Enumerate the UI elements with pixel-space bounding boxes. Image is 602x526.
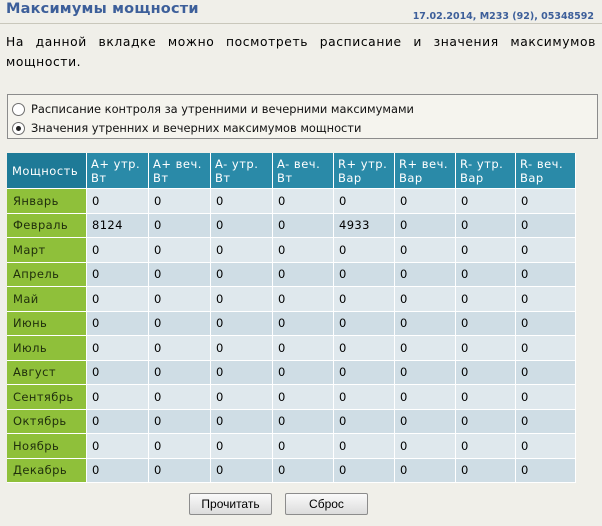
table-cell: 0 xyxy=(516,434,576,459)
column-header-unit: Вт xyxy=(215,171,231,185)
table-cell: 0 xyxy=(211,263,273,288)
table-row xyxy=(7,287,576,312)
month-label: Март xyxy=(7,238,87,263)
table-cell: 0 xyxy=(149,361,211,386)
mode-selector xyxy=(7,94,598,139)
table-cell: 0 xyxy=(395,238,456,263)
month-label: Апрель xyxy=(7,263,87,288)
table-cell: 0 xyxy=(334,385,395,410)
column-header-unit: Вар xyxy=(460,171,484,185)
table-cell: 0 xyxy=(273,410,334,435)
table-cell: 0 xyxy=(456,287,516,312)
table-cell: 0 xyxy=(87,410,149,435)
table-cell: 0 xyxy=(395,214,456,239)
table-row xyxy=(7,263,576,288)
table-cell: 0 xyxy=(516,410,576,435)
table-cell: 0 xyxy=(87,459,149,484)
column-header-unit: Вар xyxy=(399,171,423,185)
table-cell: 0 xyxy=(211,434,273,459)
table-row xyxy=(7,385,576,410)
column-header-label: R- веч. xyxy=(520,157,564,171)
table-cell: 4933 xyxy=(334,214,395,239)
table-cell: 0 xyxy=(334,287,395,312)
column-header-unit: Вар xyxy=(338,171,362,185)
table-cell: 0 xyxy=(149,189,211,214)
month-label: Февраль xyxy=(7,214,87,239)
table-cell: 0 xyxy=(334,361,395,386)
read-button[interactable]: Прочитать xyxy=(189,493,272,515)
table-cell: 0 xyxy=(395,312,456,337)
radio-values[interactable] xyxy=(12,119,361,137)
table-cell: 0 xyxy=(87,361,149,386)
table-cell: 0 xyxy=(273,361,334,386)
column-header xyxy=(273,153,334,189)
table-row xyxy=(7,214,576,239)
table-cell: 0 xyxy=(334,336,395,361)
device-info: 17.02.2014, M233 (92), 05348592 xyxy=(412,11,594,22)
table-cell: 0 xyxy=(273,238,334,263)
max-power-table-container xyxy=(7,153,576,483)
table-cell: 0 xyxy=(516,287,576,312)
table-cell: 0 xyxy=(516,263,576,288)
month-label: Июнь xyxy=(7,312,87,337)
column-header-power xyxy=(7,153,87,189)
table-cell: 0 xyxy=(273,214,334,239)
table-cell: 0 xyxy=(87,336,149,361)
table-cell: 0 xyxy=(87,238,149,263)
table-cell: 0 xyxy=(516,312,576,337)
month-label: Сентябрь xyxy=(7,385,87,410)
table-cell: 0 xyxy=(87,312,149,337)
table-row xyxy=(7,434,576,459)
table-cell: 0 xyxy=(516,459,576,484)
column-header-label: Мощность xyxy=(12,164,79,178)
month-label: Декабрь xyxy=(7,459,87,484)
month-label: Ноябрь xyxy=(7,434,87,459)
table-cell: 0 xyxy=(456,189,516,214)
table-cell: 0 xyxy=(395,434,456,459)
month-label: Август xyxy=(7,361,87,386)
table-cell: 0 xyxy=(516,361,576,386)
table-cell: 0 xyxy=(211,361,273,386)
table-cell: 0 xyxy=(149,214,211,239)
table-cell: 0 xyxy=(456,361,516,386)
column-header xyxy=(516,153,576,189)
table-cell: 0 xyxy=(273,385,334,410)
month-label: Январь xyxy=(7,189,87,214)
table-cell: 0 xyxy=(334,434,395,459)
column-header xyxy=(87,153,149,189)
header-bar xyxy=(0,0,602,24)
page-title: Максимумы мощности xyxy=(6,1,199,17)
table-cell: 0 xyxy=(273,434,334,459)
column-header-label: A- утр. xyxy=(215,157,259,171)
table-cell: 0 xyxy=(211,189,273,214)
month-label: Октябрь xyxy=(7,410,87,435)
table-cell: 0 xyxy=(334,238,395,263)
table-cell: 0 xyxy=(87,263,149,288)
table-body xyxy=(7,189,576,483)
table-cell: 0 xyxy=(149,238,211,263)
table-cell: 0 xyxy=(334,459,395,484)
table-cell: 0 xyxy=(273,189,334,214)
table-cell: 0 xyxy=(149,336,211,361)
column-header-label: A- веч. xyxy=(277,157,321,171)
column-header-unit: Вт xyxy=(91,171,107,185)
column-header xyxy=(211,153,273,189)
table-cell: 0 xyxy=(395,336,456,361)
table-cell: 0 xyxy=(211,336,273,361)
table-header-row xyxy=(7,153,576,189)
table-cell: 0 xyxy=(149,385,211,410)
table-cell: 0 xyxy=(334,312,395,337)
table-cell: 0 xyxy=(149,459,211,484)
table-cell: 0 xyxy=(395,385,456,410)
table-cell: 0 xyxy=(516,214,576,239)
table-cell: 0 xyxy=(516,385,576,410)
table-row xyxy=(7,336,576,361)
column-header xyxy=(395,153,456,189)
table-cell: 0 xyxy=(273,312,334,337)
table-cell: 0 xyxy=(456,263,516,288)
radio-schedule-circle[interactable] xyxy=(12,103,25,116)
table-cell: 0 xyxy=(395,459,456,484)
table-cell: 0 xyxy=(211,214,273,239)
month-label: Май xyxy=(7,287,87,312)
table-cell: 8124 xyxy=(87,214,149,239)
table-cell: 0 xyxy=(456,312,516,337)
table-row xyxy=(7,410,576,435)
table-cell: 0 xyxy=(149,410,211,435)
column-header-unit: Вар xyxy=(520,171,544,185)
table-row xyxy=(7,459,576,484)
table-cell: 0 xyxy=(395,361,456,386)
table-row xyxy=(7,361,576,386)
table-row xyxy=(7,312,576,337)
table-cell: 0 xyxy=(334,189,395,214)
column-header-label: R+ утр. xyxy=(338,157,388,171)
table-cell: 0 xyxy=(211,410,273,435)
table-cell: 0 xyxy=(149,287,211,312)
table-cell: 0 xyxy=(395,263,456,288)
table-cell: 0 xyxy=(87,385,149,410)
table-cell: 0 xyxy=(211,459,273,484)
column-header-label: A+ веч. xyxy=(153,157,202,171)
table-cell: 0 xyxy=(395,410,456,435)
table-cell: 0 xyxy=(516,189,576,214)
table-cell: 0 xyxy=(273,263,334,288)
table-cell: 0 xyxy=(87,189,149,214)
max-power-table xyxy=(7,153,576,483)
column-header-label: R+ веч. xyxy=(399,157,449,171)
table-cell: 0 xyxy=(456,214,516,239)
table-cell: 0 xyxy=(395,189,456,214)
table-cell: 0 xyxy=(456,434,516,459)
table-row xyxy=(7,238,576,263)
table-cell: 0 xyxy=(149,263,211,288)
table-cell: 0 xyxy=(273,336,334,361)
table-cell: 0 xyxy=(395,287,456,312)
column-header-unit: Вт xyxy=(277,171,293,185)
column-header xyxy=(456,153,516,189)
column-header xyxy=(334,153,395,189)
column-header-unit: Вт xyxy=(153,171,169,185)
column-header-label: R- утр. xyxy=(460,157,504,171)
table-cell: 0 xyxy=(516,336,576,361)
table-cell: 0 xyxy=(516,238,576,263)
radio-schedule-label: Расписание контроля за утренними и вечерними максимумами xyxy=(31,102,414,116)
description-text: На данной вкладке можно посмотреть расписание и значения максимумов мощности. xyxy=(6,35,596,69)
table-cell: 0 xyxy=(87,287,149,312)
table-cell: 0 xyxy=(273,459,334,484)
radio-values-circle[interactable] xyxy=(12,122,25,135)
radio-schedule[interactable] xyxy=(12,100,414,118)
table-cell: 0 xyxy=(456,459,516,484)
month-label: Июль xyxy=(7,336,87,361)
table-cell: 0 xyxy=(149,434,211,459)
table-cell: 0 xyxy=(334,410,395,435)
table-cell: 0 xyxy=(211,312,273,337)
reset-button[interactable]: Сброс xyxy=(285,493,368,515)
table-cell: 0 xyxy=(456,238,516,263)
table-cell: 0 xyxy=(211,385,273,410)
table-cell: 0 xyxy=(211,287,273,312)
table-cell: 0 xyxy=(149,312,211,337)
column-header xyxy=(149,153,211,189)
table-cell: 0 xyxy=(273,287,334,312)
table-cell: 0 xyxy=(87,434,149,459)
table-cell: 0 xyxy=(211,238,273,263)
table-cell: 0 xyxy=(456,336,516,361)
table-cell: 0 xyxy=(456,410,516,435)
table-cell: 0 xyxy=(456,385,516,410)
radio-values-label: Значения утренних и вечерних максимумов мощности xyxy=(31,121,362,135)
table-row xyxy=(7,189,576,214)
column-header-label: A+ утр. xyxy=(91,157,141,171)
table-cell: 0 xyxy=(334,263,395,288)
